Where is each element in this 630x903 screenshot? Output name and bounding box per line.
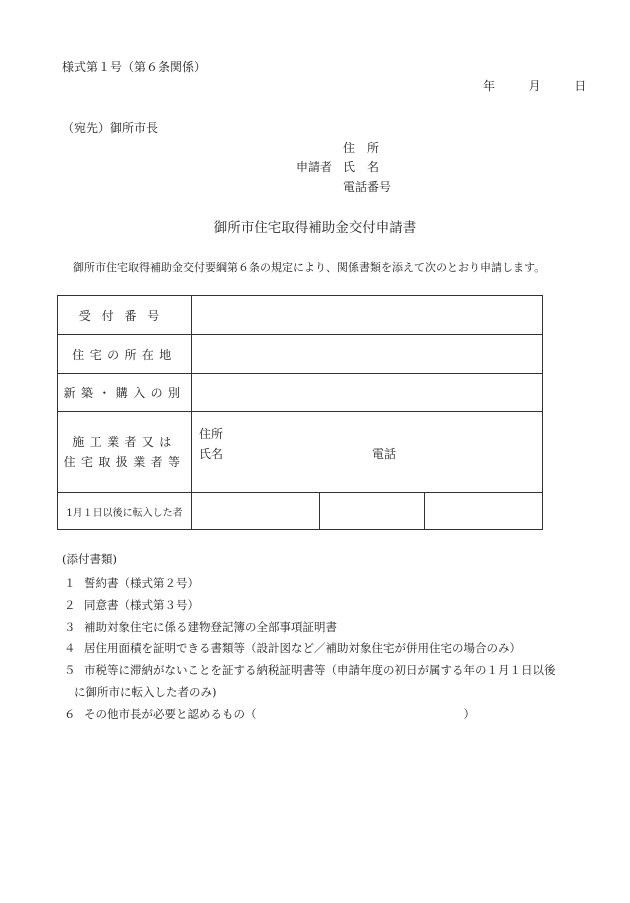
intro-paragraph: 御所市住宅取得補助金交付要綱第６条の規定により、関係書類を添えて次のとおり申請します。: [73, 261, 546, 274]
moved-in-field-3[interactable]: [425, 493, 543, 530]
document-title: 御所市住宅取得補助金交付申請書: [213, 220, 417, 236]
table-row-moved-in: [58, 493, 543, 530]
applicant-name-label: 氏 名: [343, 160, 380, 174]
build-type-field[interactable]: [192, 374, 543, 412]
attachments-list: [60, 573, 580, 726]
moved-in-field-1[interactable]: [192, 493, 320, 530]
reception-number-field[interactable]: [192, 296, 543, 335]
table-row-location: [58, 335, 543, 374]
date-month-label: 月: [528, 79, 541, 93]
applicant-role-label: 申請者: [296, 160, 333, 174]
form-number: 様式第１号（第６条関係）: [62, 60, 207, 74]
addressee: （宛先）御所市長: [62, 121, 159, 135]
list-item: １ 誓約書（様式第２号）: [64, 576, 199, 590]
date-day-label: 日: [574, 79, 587, 93]
contractor-field[interactable]: [192, 412, 543, 493]
date-year-label: 年: [483, 79, 496, 93]
list-item: ４ 居住用面積を証明できる書類等（設計図など／補助対象住宅が併用住宅の場合のみ）: [64, 641, 521, 656]
contractor-address-label: 住所: [199, 427, 224, 441]
table-row-reception-number: [58, 296, 543, 335]
applicant-phone-label: 電話番号: [343, 180, 392, 194]
contractor-name-label: 氏名: [199, 447, 224, 461]
moved-in-label: 1月１日以後に転入した者: [58, 493, 192, 530]
contractor-phone-label: 電話: [372, 447, 397, 461]
list-item: ３ 補助対象住宅に係る建物登記簿の全部事項証明書: [64, 619, 337, 634]
list-item: ２ 同意書（様式第３号）: [64, 597, 199, 612]
moved-in-field-2[interactable]: [320, 493, 425, 530]
attachments-heading: (添付書類): [62, 552, 117, 566]
build-type-label: 新築・購入の別: [58, 374, 192, 412]
applicant-address-label: 住 所: [343, 141, 380, 155]
list-item: ５ 市税等に滞納がないことを証する納税証明書等（申請年度の初日が属する年の１月１日以後: [64, 663, 556, 678]
location-field[interactable]: [192, 335, 543, 374]
location-label: 住宅の所在地: [58, 335, 192, 374]
list-item: に御所市に転入した者のみ): [74, 684, 217, 699]
contractor-label: 施工業者又は 住宅取扱業者等: [58, 412, 192, 493]
table-row-contractor: [58, 412, 543, 493]
date-line: [483, 77, 587, 94]
reception-number-label: 受付番号: [58, 296, 192, 335]
list-item: ６ その他市長が必要と認めるもの（ ）: [64, 706, 475, 721]
table-row-build-type: [58, 374, 543, 412]
application-table: [57, 295, 543, 530]
